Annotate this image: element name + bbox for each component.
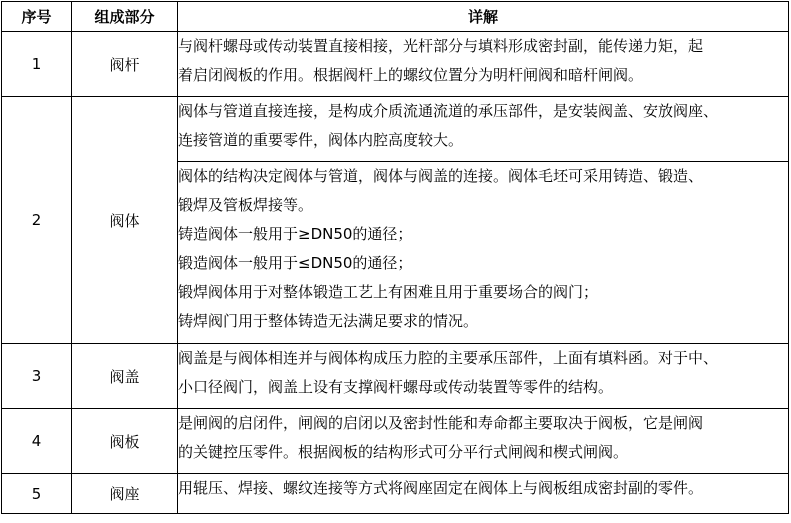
header-no: 序号 bbox=[2, 2, 72, 32]
detail-line: 用辊压、焊接、螺纹连接等方式将阀座固定在阀体上与阀板组成密封副的零件。 bbox=[178, 479, 704, 497]
detail-line: 阀盖是与阀体相连并与阀体构成压力腔的主要承压部件，上面有填料函。对于中、 bbox=[178, 349, 719, 367]
detail-line: 着启闭阀板的作用。根据阀杆上的螺纹位置分为明杆闸阀和暗杆闸阀。 bbox=[178, 66, 644, 84]
header-detail: 详解 bbox=[178, 2, 789, 32]
row-part: 阀座 bbox=[72, 474, 178, 514]
table-row bbox=[2, 474, 789, 514]
detail-line: 锻焊阀体用于对整体锻造工艺上有困难且用于重要场合的阀门； bbox=[178, 283, 599, 301]
row-detail bbox=[178, 474, 789, 514]
header-part: 组成部分 bbox=[72, 2, 178, 32]
detail-line: 铸造阀体一般用于≥DN50的通径； bbox=[178, 225, 413, 243]
table-row bbox=[2, 344, 789, 409]
row-detail bbox=[178, 32, 789, 97]
detail-line: 锻焊及管板焊接等。 bbox=[178, 196, 314, 214]
detail-line: 是闸阀的启闭件，闸阀的启闭以及密封性能和寿命都主要取决于阀板，它是闸阀 bbox=[178, 414, 704, 432]
row-no: 5 bbox=[2, 474, 72, 514]
table-row bbox=[2, 97, 789, 162]
detail-line: 铸焊阀门用于整体铸造无法满足要求的情况。 bbox=[178, 312, 479, 330]
detail-line: 锻造阀体一般用于≤DN50的通径； bbox=[178, 254, 413, 272]
detail-line: 阀体的结构决定阀体与管道，阀体与阀盖的连接。阀体毛坯可采用铸造、锻造、 bbox=[178, 167, 704, 185]
detail-line: 阀体与管道直接连接，是构成介质流通流道的承压部件，是安装阀盖、安放阀座、 bbox=[178, 102, 719, 120]
valve-components-table bbox=[1, 1, 789, 514]
detail-line: 的关键控压零件。根据阀板的结构形式可分平行式闸阀和楔式闸阀。 bbox=[178, 443, 629, 461]
row-no: 4 bbox=[2, 409, 72, 474]
row-no: 1 bbox=[2, 32, 72, 97]
row-detail bbox=[178, 162, 789, 344]
header-row bbox=[2, 2, 789, 32]
row-part: 阀体 bbox=[72, 97, 178, 344]
row-no: 3 bbox=[2, 344, 72, 409]
detail-line: 小口径阀门，阀盖上设有支撑阀杆螺母或传动装置等零件的结构。 bbox=[178, 378, 614, 396]
table-row bbox=[2, 32, 789, 97]
row-detail bbox=[178, 409, 789, 474]
detail-line: 与阀杆螺母或传动装置直接相接，光杆部分与填料形成密封副，能传递力矩，起 bbox=[178, 37, 704, 55]
row-detail bbox=[178, 344, 789, 409]
detail-line: 连接管道的重要零件，阀体内腔高度较大。 bbox=[178, 131, 464, 149]
table-row bbox=[2, 409, 789, 474]
row-no: 2 bbox=[2, 97, 72, 344]
row-part: 阀板 bbox=[72, 409, 178, 474]
row-detail bbox=[178, 97, 789, 162]
row-part: 阀盖 bbox=[72, 344, 178, 409]
row-part: 阀杆 bbox=[72, 32, 178, 97]
